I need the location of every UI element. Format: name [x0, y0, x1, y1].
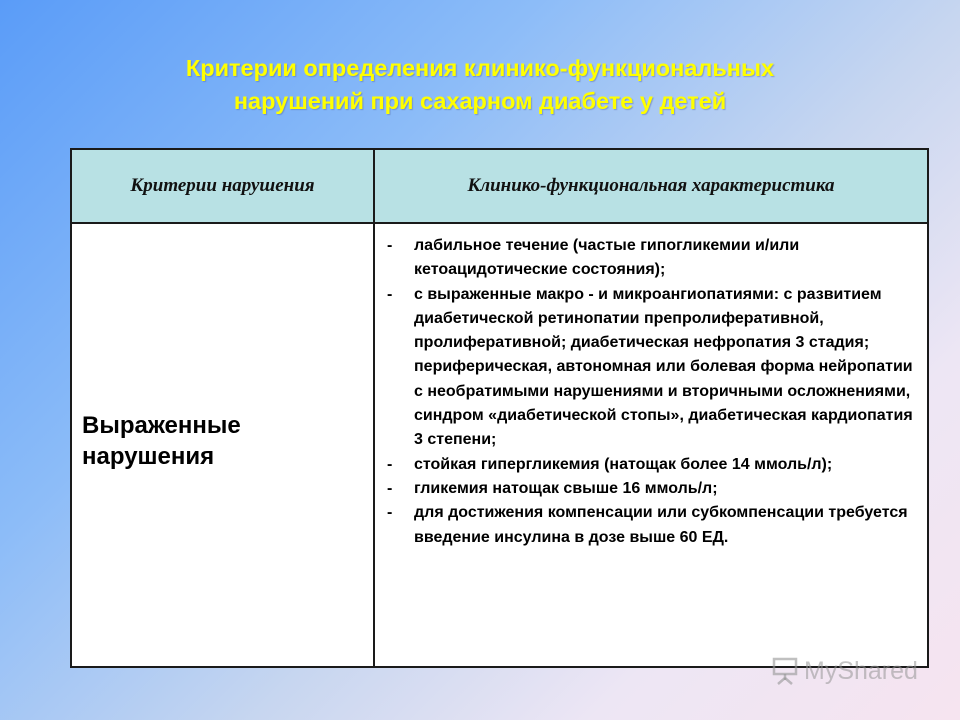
- criterion-cell: Выраженные нарушения: [71, 223, 374, 667]
- list-item: - с выраженные макро - и микроангиопатиями: с развитием диабетической ретинопатии препролиферативной, пролиферативной; диабетическая нефропатия 3 стадия; периферическая, автономная или болевая форма нейропатии с необратимыми нарушениями и вторичными осложнениями, синдром «диабетической стопы», диабетическая кардиопатия 3 степени;: [387, 285, 913, 449]
- list-item: - гликемия натощак свыше 16 ммоль/л;: [387, 479, 718, 497]
- list-item-text: стойкая гипергликемия (натощак более 14 ммоль/л);: [414, 455, 833, 473]
- watermark: [770, 656, 918, 686]
- list-item-text: с выраженные макро - и микроангиопатиями: с развитием диабетической ретинопатии препролиферативной, пролиферативной; диабетическая нефропатия 3 стадия; периферическая, автономная или болевая форма нейропатии с необратимыми нарушениями и вторичными осложнениями, синдром «диабетической стопы», диабетическая кардиопатия 3 степени;: [414, 285, 913, 449]
- table-header-row: [71, 149, 928, 223]
- watermark-text: MyShared: [804, 656, 918, 685]
- list-item: - для достижения компенсации или субкомпенсации требуется введение инсулина в дозе выше 60 ЕД.: [387, 504, 908, 546]
- list-item-text: лабильное течение (частые гипогликемии и/или кетоацидотические состояния);: [414, 237, 800, 279]
- table-row: [71, 223, 928, 667]
- list-item-text: для достижения компенсации или субкомпенсации требуется введение инсулина в дозе выше 60 ЕД.: [414, 504, 908, 546]
- slide-title-line-2: нарушений при сахарном диабете у детей: [233, 88, 727, 114]
- slide-title-line-1: Критерии определения клинико-функциональных: [185, 55, 775, 81]
- list-item: - лабильное течение (частые гипогликемии и/или кетоацидотические состояния);: [387, 237, 800, 279]
- column-header-characteristic: Клинико-функциональная характеристика: [374, 149, 928, 223]
- slide-title: [40, 52, 920, 118]
- column-header-criteria: Критерии нарушения: [71, 149, 374, 223]
- characteristic-cell: [374, 223, 928, 667]
- criteria-table: [70, 148, 929, 668]
- presentation-board-icon: [770, 656, 800, 686]
- characteristic-list: [387, 234, 919, 550]
- list-item: - стойкая гипергликемия (натощак более 14 ммоль/л);: [387, 455, 833, 473]
- list-item-text: гликемия натощак свыше 16 ммоль/л;: [414, 479, 718, 497]
